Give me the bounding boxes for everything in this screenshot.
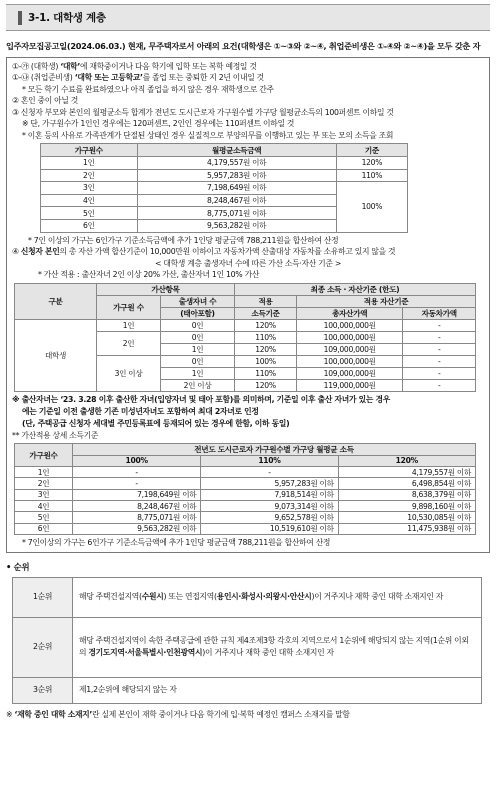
table-row: 2인 5,957,283원 이하 110% <box>41 169 408 182</box>
birth-note-2: 에는 기준일 이전 출생한 기존 미성년자녀도 포함하여 최대 2자녀로 인정 <box>22 406 259 416</box>
detail-criteria-label: ** 가산적용 상세 소득기준 <box>12 430 99 440</box>
table-row: 1인 4,179,557원 이하 120% <box>41 157 408 170</box>
req-unmarried: ② 혼인 중이 아닐 것 <box>12 96 79 106</box>
birth-note-1: ※ 출산자녀는 ‘23. 3.28 이후 출산한 자녀(입양자녀 및 태아 포함)를 의미하며, 기준일 이후 출산 자녀가 있는 경우 <box>12 394 390 404</box>
note-divorce: * 이혼 등의 사유로 가족관계가 단절된 상태인 경우 실질적으로 부양의무를 이행하고 있는 부 또는 모의 소득을 조회 <box>22 130 394 140</box>
bonus-criteria-caption: < 대학생 계층 출생자녀 수에 따른 가산 소득·자산 기준 > <box>154 258 342 268</box>
table-row: 3인 이상 0인 100% 100,000,000원 - <box>15 355 476 367</box>
footnote: ※ ‘재학 중인 대학 소재지’란 실제 본인이 재학 중이거나 다음 학기에 입·복학 예정인 캠퍼스 소재지를 말함 <box>6 709 350 719</box>
section-title-bar <box>6 4 490 31</box>
table-row: 2인 - 5,957,283원 이하 6,498,854원 이하 <box>15 478 476 489</box>
table-row: 1인 120% 109,000,000원 - <box>15 343 476 355</box>
requirements-box <box>6 57 490 554</box>
title-marker <box>18 11 22 25</box>
page <box>6 4 490 720</box>
income-table <box>40 143 408 232</box>
ranking-heading: • 순위 <box>6 562 30 573</box>
note-completed-semesters: * 모든 학기 수료를 완료하였으나 아직 졸업을 하지 않은 경우 재학생으로 간주 <box>22 84 274 94</box>
income-col-standard: 기준 <box>336 144 407 157</box>
detail-income-table: 가구원수 전년도 도시근로자 가구원수별 가구당 월평균 소득 100% 110% 120% 1인 - - 4,179,557원 이하 2인 - 5,957,283원 이하 6,498,854원 이하 3인 7,198,649원 이하 7,918,514원 이하 8,638,379원 이하 4인 8,248,467원 이하 9,073,314원 이하 9,898,160원 이하 5인 8,775,071원 이하 9,652,578원 이하 10,530,085원 이하 6인 9,563,282원 이하 10,519,610원 이하 11,475,938원 이하 <box>14 443 476 534</box>
table-row: 3인 7,198,649원 이하 7,918,514원 이하 8,638,379원 이하 <box>15 489 476 500</box>
table-row: 5인 8,775,071원 이하 9,652,578원 이하 10,530,085원 이하 <box>15 512 476 523</box>
income-col-amount: 월평균소득금액 <box>137 144 336 157</box>
table-row: 3순위 제1,2순위에 해당되지 않는 자 <box>13 677 482 703</box>
req-assets: ④ 신청자 본인의 총 자산 가액 합산기준이 10,000만원 이하이고 자동차가액 산출대상 자동차를 소유하고 있지 않을 것 <box>12 247 396 257</box>
bonus-rule: * 가산 적용 : 출산자녀 2인 이상 20% 가산, 출산자녀 1인 10% 가산 <box>38 270 260 280</box>
req-income: ③ 신청자 부모와 본인의 월평균소득 합계가 전년도 도시근로자 가구원수별 가구당 월평균소득의 100퍼센트 이하일 것 <box>12 107 394 117</box>
asset-table: 구분 가산항목 최종 소득 · 자산기준 (한도) 가구원 수 출생자녀 수 적용 적용 자산기준 (태아포함) 소득기준 총자산가액 자동차가액 대학생 1인 0인 120% 100,000,000원 - 2인 0인 110% 100,000,000원 - 1인 120% 109,000,000원 - 3인 이상 0인 100% 100,000,000원 - 1인 110% 109,000,000원 - 2인 이상 120% 119,000,000원 - <box>14 283 476 392</box>
table-row: 1순위 해당 주택건설지역(수원시) 또는 연접지역(용인시·화성시·의왕시·안산시)이 거주지나 재학 중인 대학 소재지인 자 <box>13 577 482 617</box>
merged-standard: 100% <box>336 182 407 232</box>
note-seven-plus: * 7인 이상의 가구는 6인가구 기준소득금액에 추가 1인당 평균금액 788,211원을 합산하여 산정 <box>28 235 339 245</box>
table-row: 대학생 1인 0인 120% 100,000,000원 - <box>15 319 476 331</box>
detail-note: * 7인이상의 가구는 6인가구 기준소득금액에 추가 1인당 평균금액 788,211원을 합산하여 산정 <box>22 537 331 547</box>
table-row: 2순위 해당 주택건설지역이 속한 주택공급에 관한 규칙 제4조제3항 각호의 지역으로서 1순위에 해당되지 않는 지역(1순위 이외의 경기도지역·서울특별시·인천광역시)이 거주지나 재학 중인 대학 소재지인 자 <box>13 617 482 677</box>
req-job-seeker: ①-㉯ (취업준비생) ‘대학 또는 고등학교’를 졸업 또는 중퇴한 지 2년 이내일 것 <box>12 73 264 83</box>
note-income-exception: ※ 단, 가구원수가 1인인 경우에는 120퍼센트, 2인인 경우에는 110퍼센트 이하일 것 <box>22 119 295 129</box>
table-row: 3인 7,198,649원 이하 100% <box>41 182 408 195</box>
income-col-members: 가구원수 <box>41 144 138 157</box>
table-row: 6인 9,563,282원 이하 10,519,610원 이하 11,475,938원 이하 <box>15 523 476 534</box>
eligibility-intro: 입주자모집공고일(2024.06.03.) 현재, 무주택자로서 아래의 요건(대학생은 ①~③와 ②~④, 취업준비생은 ①-④와 ②~④)을 모두 갖춘 자 <box>6 41 481 51</box>
table-row: 1인 - - 4,179,557원 이하 <box>15 467 476 478</box>
table-row: 4인 8,248,467원 이하 <box>41 194 408 207</box>
table-row: 2인 0인 110% 100,000,000원 - <box>15 331 476 343</box>
table-row: 4인 8,248,467원 이하 9,073,314원 이하 9,898,160원 이하 <box>15 500 476 511</box>
category-student: 대학생 <box>15 319 97 391</box>
table-row: 6인 9,563,282원 이하 <box>41 219 408 232</box>
table-row: 5인 8,775,071원 이하 <box>41 207 408 220</box>
table-row: 2인 이상 120% 119,000,000원 - <box>15 379 476 391</box>
section-title: 3-1. 대학생 계층 <box>28 12 106 24</box>
ranking-table <box>12 577 482 704</box>
birth-note-3: (단, 주택공급 신청자 세대별 주민등록표에 등재되어 있는 경우에 한함, 이하 동일) <box>22 418 290 428</box>
req-student: ①-㉮ (대학생) ‘대학’에 재학중이거나 다음 학기에 입학 또는 복학 예정일 것 <box>12 61 257 71</box>
table-row: 1인 110% 109,000,000원 - <box>15 367 476 379</box>
